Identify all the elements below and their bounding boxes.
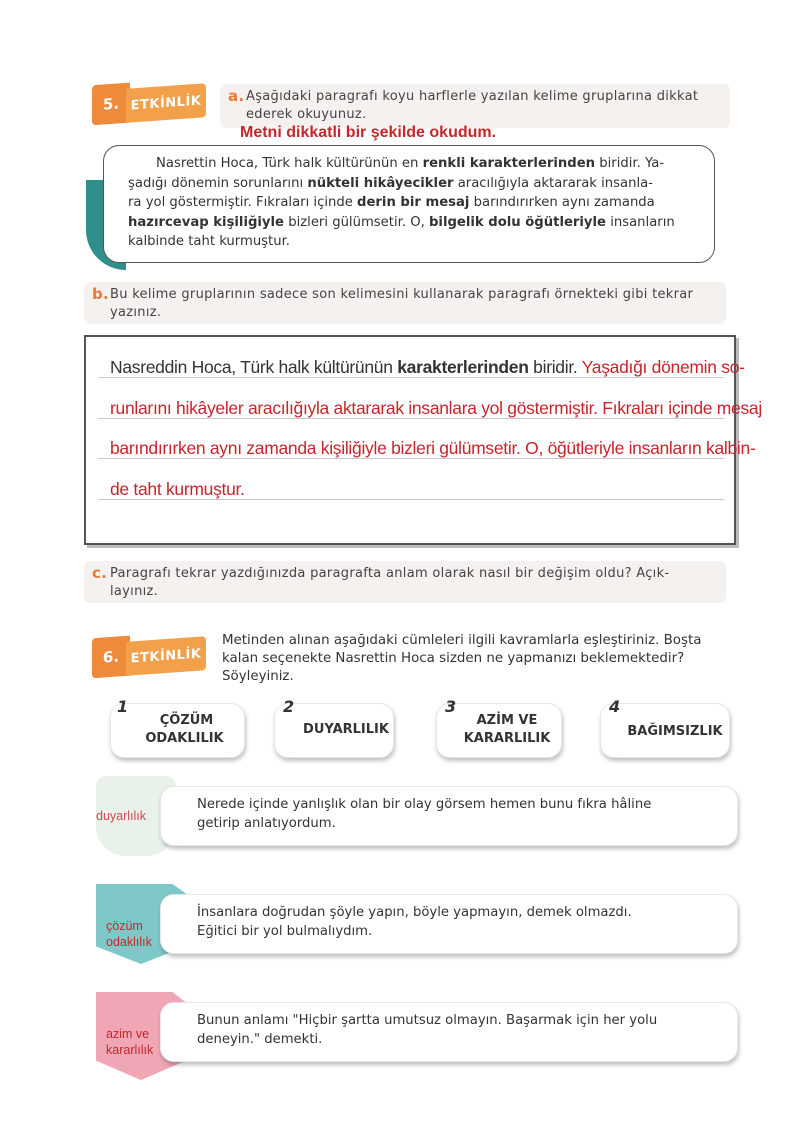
question-b-line2: yazınız. bbox=[110, 305, 162, 320]
sentence-line: getirip anlatıyordum. bbox=[197, 815, 336, 831]
concept-card-1 bbox=[110, 697, 245, 758]
sentence-line: Nerede içinde yanlışlık olan bir olay görsem hemen bunu fıkra hâline bbox=[197, 797, 652, 812]
answer-text: azim ve bbox=[106, 1027, 150, 1041]
text: bizleri gülümsetir. O, bbox=[284, 214, 429, 230]
bold-phrase: renkli karakterlerinden bbox=[422, 156, 596, 171]
activity-number: 5. bbox=[92, 83, 130, 126]
activity-6-instruction bbox=[222, 632, 730, 686]
text: barındırırken aynı zamanda bbox=[469, 195, 655, 210]
paragraph-line bbox=[128, 174, 692, 194]
activity-label: ETKİNLİK bbox=[126, 636, 206, 676]
rewrite-line-3: barındırırken aynı zamanda kişiliğiyle bizleri gülümsetir. O, öğütleriyle insanların kalbin- bbox=[110, 438, 756, 458]
answer-text: duyarlılık bbox=[96, 809, 147, 823]
instruction-line: Söyleyiniz. bbox=[222, 669, 294, 684]
answer-text: çözüm bbox=[106, 919, 143, 933]
bold-phrase: derin bir mesaj bbox=[357, 195, 470, 210]
sentence-box-3 bbox=[160, 1002, 738, 1062]
paragraph-line bbox=[128, 213, 692, 233]
text: aracılığıyla aktararak insanla- bbox=[453, 175, 653, 191]
concept-number: 3 bbox=[445, 697, 457, 716]
instruction-line: Metinden alınan aşağıdaki cümleleri ilgili kavramlarla eşleştiriniz. Boşta bbox=[222, 633, 702, 648]
bold-phrase: bilgelik dolu öğütleriyle bbox=[428, 214, 606, 230]
sentence-line: Bunun anlamı "Hiçbir şartta umutsuz olmayın. Başarmak için her yolu bbox=[197, 1013, 658, 1028]
concept-label: KARARLILIK bbox=[463, 731, 551, 746]
sentence-line: deneyin." demekti. bbox=[197, 1031, 323, 1047]
concept-label: AZİM VE bbox=[476, 713, 538, 728]
bold-phrase: hazırcevap kişiliğiyle bbox=[128, 214, 284, 230]
question-mark-a: a. bbox=[228, 87, 245, 105]
concept-card-4 bbox=[600, 697, 730, 758]
sentence-box-1 bbox=[160, 786, 738, 846]
activity-5-badge bbox=[92, 84, 206, 124]
rewrite-box[interactable] bbox=[84, 335, 762, 545]
sentence-box-2 bbox=[160, 894, 738, 954]
text: şadığı dönemin sorunlarını bbox=[128, 175, 308, 191]
question-b bbox=[84, 282, 726, 324]
concept-label: DUYARLILIK bbox=[303, 722, 389, 737]
bold-phrase: nükteli hikâyecikler bbox=[307, 175, 454, 191]
question-a-line2: ederek okuyunuz. bbox=[246, 107, 367, 122]
activity-label: ETKİNLİK bbox=[126, 83, 206, 123]
text: karakterlerinden bbox=[397, 357, 529, 377]
paragraph-line: kalbinde taht kurmuştur. bbox=[128, 234, 290, 249]
paragraph-line bbox=[128, 154, 692, 174]
text: biridir. bbox=[528, 357, 582, 377]
concept-number: 2 bbox=[283, 697, 295, 716]
activity-number: 6. bbox=[92, 636, 130, 679]
handwritten-answer-a: Metni dikkatli bir şekilde okudum. bbox=[240, 124, 497, 141]
rewrite-line-2: runlarını hikâyeler aracılığıyla aktararak insanlara yol göstermiştir. Fıkraları içinde mesaj bbox=[110, 398, 762, 418]
concept-number: 4 bbox=[609, 697, 621, 716]
activity-6-badge bbox=[92, 637, 206, 677]
rewrite-line-4: de taht kurmuştur. bbox=[110, 479, 245, 499]
rewrite-line-1 bbox=[110, 357, 745, 378]
question-mark-c: c. bbox=[92, 564, 108, 582]
text: Nasrettin Hoca, Türk halk kültürünün en bbox=[156, 156, 423, 171]
question-c bbox=[84, 561, 726, 603]
concept-label: ODAKLILIK bbox=[145, 731, 224, 746]
question-c-line1: Paragrafı tekrar yazdığınızda paragrafta anlam olarak nasıl bir değişim oldu? Açık- bbox=[110, 566, 670, 581]
question-c-line2: layınız. bbox=[110, 584, 159, 599]
concept-number: 1 bbox=[117, 697, 129, 716]
text: ra yol göstermiştir. Fıkraları içinde bbox=[128, 195, 358, 210]
concept-label: BAĞIMSIZLIK bbox=[627, 724, 723, 739]
answer-tag-1 bbox=[96, 808, 160, 824]
answer-text: odaklılık bbox=[106, 935, 152, 949]
sentence-line: Eğitici bir yol bulmalıydım. bbox=[197, 923, 373, 939]
concept-card-2 bbox=[274, 697, 394, 758]
paragraph-line bbox=[128, 193, 692, 213]
text: biridir. Ya- bbox=[595, 156, 665, 171]
question-b-line1: Bu kelime gruplarının sadece son kelimesini kullanarak paragrafı örnekteki gibi tekrar bbox=[110, 287, 694, 302]
concept-label: ÇÖZÜM bbox=[159, 713, 214, 728]
handwritten-text: Yaşadığı dönemin so- bbox=[581, 357, 745, 377]
question-a bbox=[220, 84, 730, 128]
question-a-line1: Aşağıdaki paragrafı koyu harflerle yazılan kelime gruplarına dikkat bbox=[246, 89, 699, 104]
text: insanların bbox=[606, 214, 675, 230]
concept-card-3 bbox=[436, 697, 562, 758]
instruction-line: kalan seçenekte Nasrettin Hoca sizden ne yapmanızı beklemektedir? bbox=[222, 651, 685, 666]
text: Nasreddin Hoca, Türk halk kültürünün bbox=[110, 357, 398, 377]
answer-text: kararlılık bbox=[106, 1043, 154, 1057]
sentence-line: İnsanlara doğrudan şöyle yapın, böyle yapmayın, demek olmazdı. bbox=[197, 905, 632, 920]
question-mark-b: b. bbox=[92, 285, 110, 303]
reading-paragraph bbox=[103, 145, 715, 263]
